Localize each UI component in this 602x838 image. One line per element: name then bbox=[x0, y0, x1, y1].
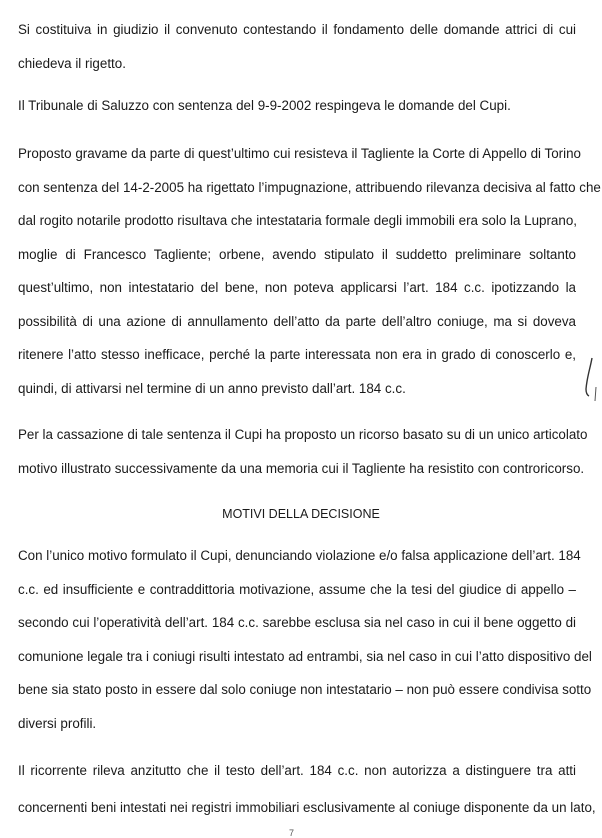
text-line: quest’ultimo, non intestatario del bene, non poteva applicarsi l’art. 184 c.c. ipotizzando la bbox=[18, 280, 576, 295]
text-line: c.c. ed insufficiente e contraddittoria motivazione, assume che la tesi del giudice di appello – bbox=[18, 582, 576, 597]
text-line: con sentenza del 14-2-2005 ha rigettato l’impugnazione, attribuendo rilevanza decisiva al fatto che bbox=[18, 180, 601, 195]
text-line: Per la cassazione di tale sentenza il Cupi ha proposto un ricorso basato su di un unico articolato bbox=[18, 427, 588, 442]
text-line: Il Tribunale di Saluzzo con sentenza del 9-9-2002 respingeva le domande del Cupi. bbox=[18, 98, 511, 113]
text-line: Il ricorrente rileva anzitutto che il testo dell’art. 184 c.c. non autorizza a distinguere tra atti bbox=[18, 763, 576, 778]
text-line: diversi profili. bbox=[18, 716, 97, 731]
text-line: Con l’unico motivo formulato il Cupi, denunciando violazione e/o falsa applicazione dell’art. 184 bbox=[18, 548, 581, 563]
page-number: 7 bbox=[289, 828, 295, 838]
text-line: bene sia stato posto in essere dal solo coniuge non intestatario – non può essere condivisa sotto bbox=[18, 682, 592, 697]
text-line: ritenere l’atto stesso inefficace, perché la parte interessata non era in grado di conoscerlo e, bbox=[18, 347, 576, 362]
text-line: comunione legale tra i coniugi risulti intestato ad entrambi, sia nel caso in cui l’atto dispositivo del bbox=[18, 649, 592, 664]
text-line: quindi, di attivarsi nel termine di un anno previsto dall’art. 184 c.c. bbox=[18, 381, 406, 396]
text-line: motivo illustrato successivamente da una memoria cui il Tagliente ha resistito con controricorso. bbox=[18, 461, 585, 476]
text-line: dal rogito notarile prodotto risultava che intestataria formale degli immobili era solo la Luprano, bbox=[18, 213, 577, 228]
text-line: secondo cui l’operatività dell’art. 184 c.c. sarebbe esclusa sia nel caso in cui il bene oggetto di bbox=[18, 615, 576, 630]
handwritten-margin-mark bbox=[583, 355, 599, 405]
text-line: chiedeva il rigetto. bbox=[18, 56, 126, 71]
text-line: concernenti beni intestati nei registri immobiliari esclusivamente al coniuge disponente da un lato, bbox=[18, 800, 596, 815]
text-line: possibilità di una azione di annullamento dell’atto da parte dell’altro coniuge, ma si doveva bbox=[18, 314, 576, 329]
text-line: Proposto gravame da parte di quest’ultimo cui resisteva il Tagliente la Corte di Appello di Torino bbox=[18, 146, 581, 161]
section-heading: MOTIVI DELLA DECISIONE bbox=[222, 507, 380, 521]
text-line: Si costituiva in giudizio il convenuto contestando il fondamento delle domande attrici di cui bbox=[18, 22, 576, 37]
text-line: moglie di Francesco Tagliente; orbene, avendo stipulato il suddetto preliminare soltanto bbox=[18, 247, 576, 262]
